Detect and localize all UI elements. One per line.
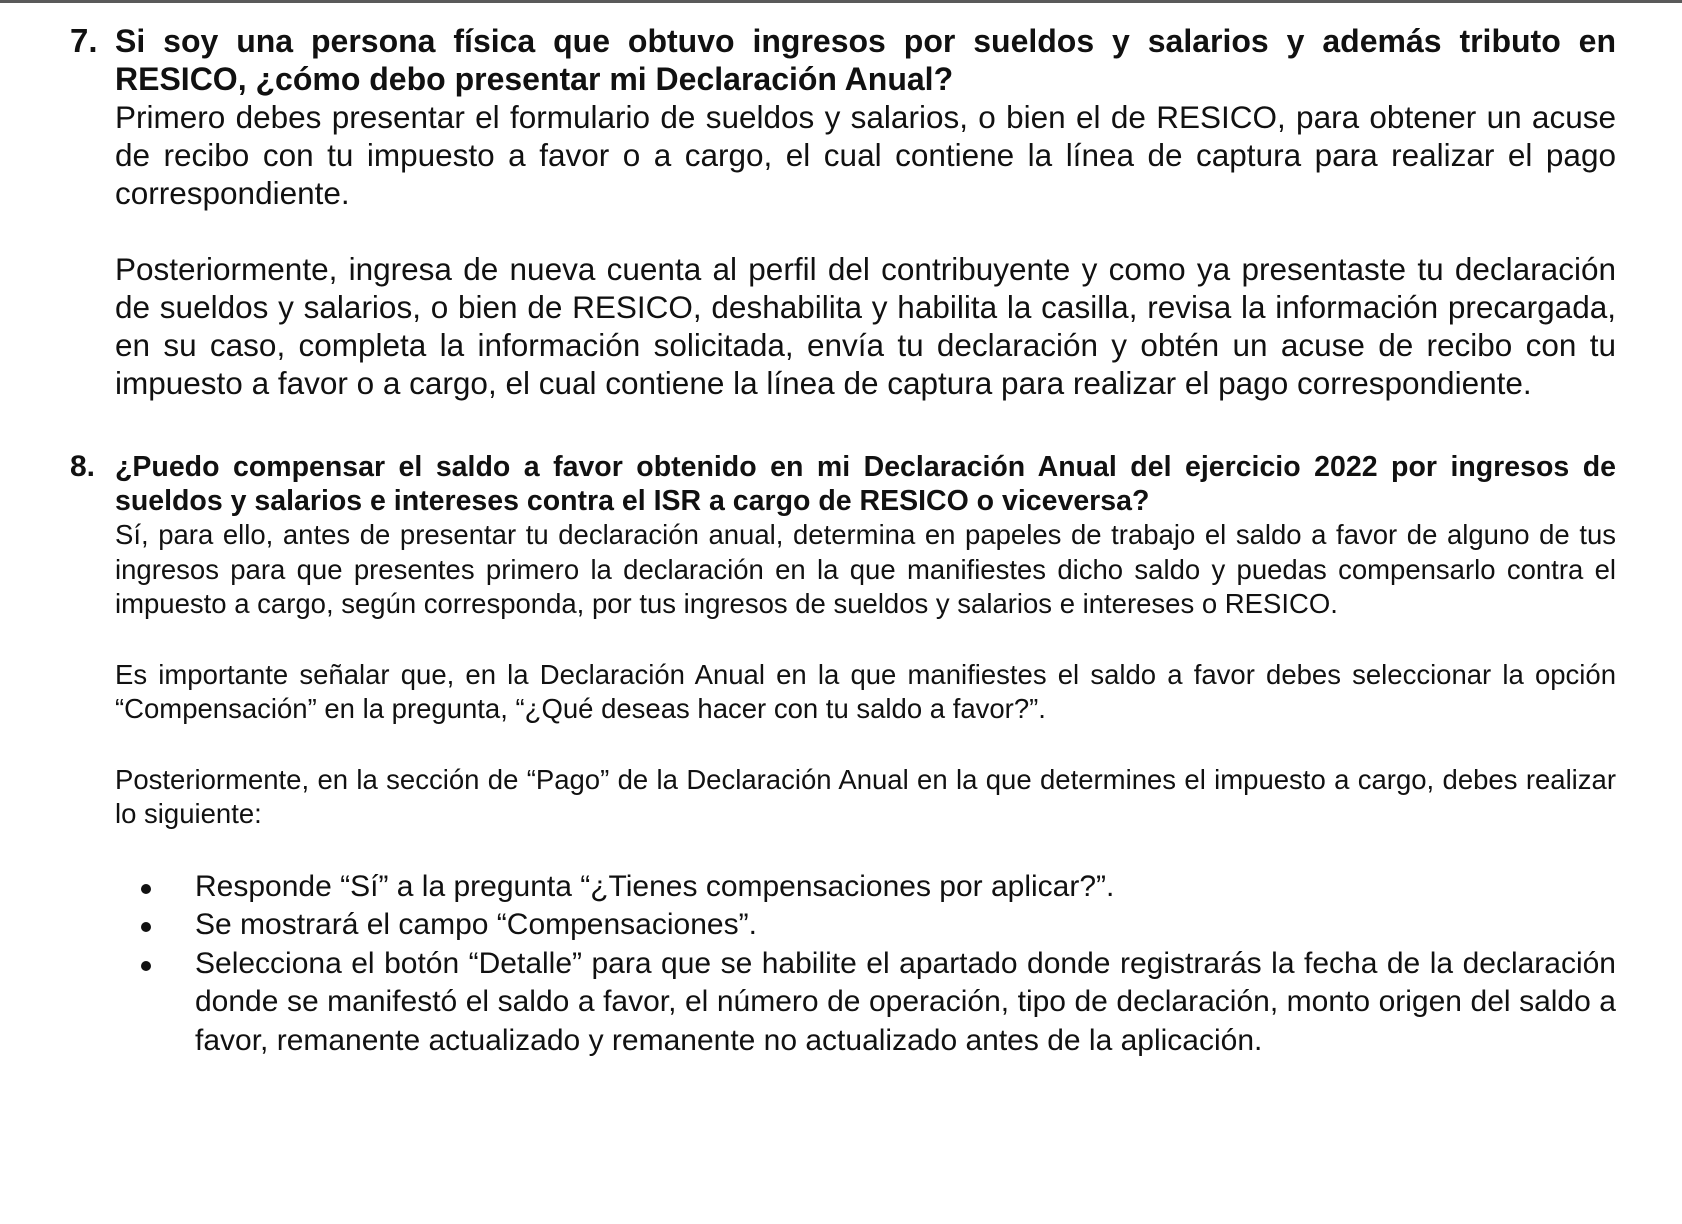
question-number: 8. — [70, 450, 96, 483]
bullet-icon — [141, 922, 151, 932]
list-item — [115, 945, 1616, 1061]
list-item — [115, 906, 1616, 945]
question-7 — [70, 22, 1616, 402]
paragraph-spacer — [115, 832, 1616, 868]
list-item-text: Responde “Sí” a la pregunta “¿Tienes compensaciones por aplicar?”. — [195, 869, 1115, 903]
steps-list — [115, 868, 1616, 1061]
document-page — [0, 22, 1682, 1060]
list-item — [115, 868, 1616, 907]
answer-paragraph: Posteriormente, en la sección de “Pago” de la Declaración Anual en la que determines el impuesto a cargo, debes realizar lo siguiente: — [115, 763, 1616, 829]
question-body — [115, 22, 1616, 402]
question-title: ¿Puedo compensar el saldo a favor obtenido en mi Declaración Anual del ejercicio 2022 por ingresos de sueldos y salarios e intereses contra el ISR a cargo de RESICO o viceversa? — [115, 451, 1616, 517]
answer-paragraph: Es importante señalar que, en la Declaración Anual en la que manifiestes el saldo a favor debes seleccionar la opción “Compensación” en la pregunta, “¿Qué deseas hacer con tu saldo a favor?”. — [115, 658, 1616, 724]
answer-paragraph: Sí, para ello, antes de presentar tu declaración anual, determina en papeles de trabajo el saldo a favor de alguno de tus ingresos para que presentes primero la declaración en la que manifiestes dicho saldo y puedas compensarlo contra el impuesto a cargo, según corresponda, por tus ingresos de sueldos y salarios e intereses o RESICO. — [115, 519, 1616, 619]
question-number: 7. — [70, 22, 98, 59]
bullet-icon — [141, 961, 151, 971]
list-item-text: Selecciona el botón “Detalle” para que se habilite el apartado donde registrarás la fecha de la declaración donde se manifestó el saldo a favor, el número de operación, tipo de declaración, monto origen del saldo a favor, remanente actualizado y remanente no actualizado antes de la aplicación. — [195, 946, 1616, 1057]
section-spacer — [0, 402, 1682, 450]
list-item-text: Se mostrará el campo “Compensaciones”. — [195, 908, 757, 941]
bullet-icon — [141, 884, 151, 894]
answer-paragraph: Posteriormente, ingresa de nueva cuenta al perfil del contribuyente y como ya presentaste tu declaración de sueldos y salarios, o bien de RESICO, deshabilita y habilita la casilla, revisa la información precargada, en su caso, completa la información solicitada, envía tu declaración y obtén un acuse de recibo con tu impuesto a favor o a cargo, el cual contiene la línea de captura para realizar el pago correspondiente. — [115, 251, 1616, 401]
paragraph-spacer — [115, 622, 1616, 658]
answer-paragraph: Primero debes presentar el formulario de sueldos y salarios, o bien el de RESICO, para obtener un acuse de recibo con tu impuesto a favor o a cargo, el cual contiene la línea de captura para realizar el pago correspondiente. — [115, 99, 1616, 211]
paragraph-spacer — [115, 727, 1616, 763]
top-rule — [0, 0, 1682, 3]
question-8 — [70, 450, 1616, 1060]
paragraph-spacer — [115, 212, 1616, 250]
question-body — [115, 450, 1616, 1060]
question-title: Si soy una persona física que obtuvo ingresos por sueldos y salarios y además tributo en RESICO, ¿cómo debo presentar mi Declaración Anual? — [115, 23, 1616, 97]
